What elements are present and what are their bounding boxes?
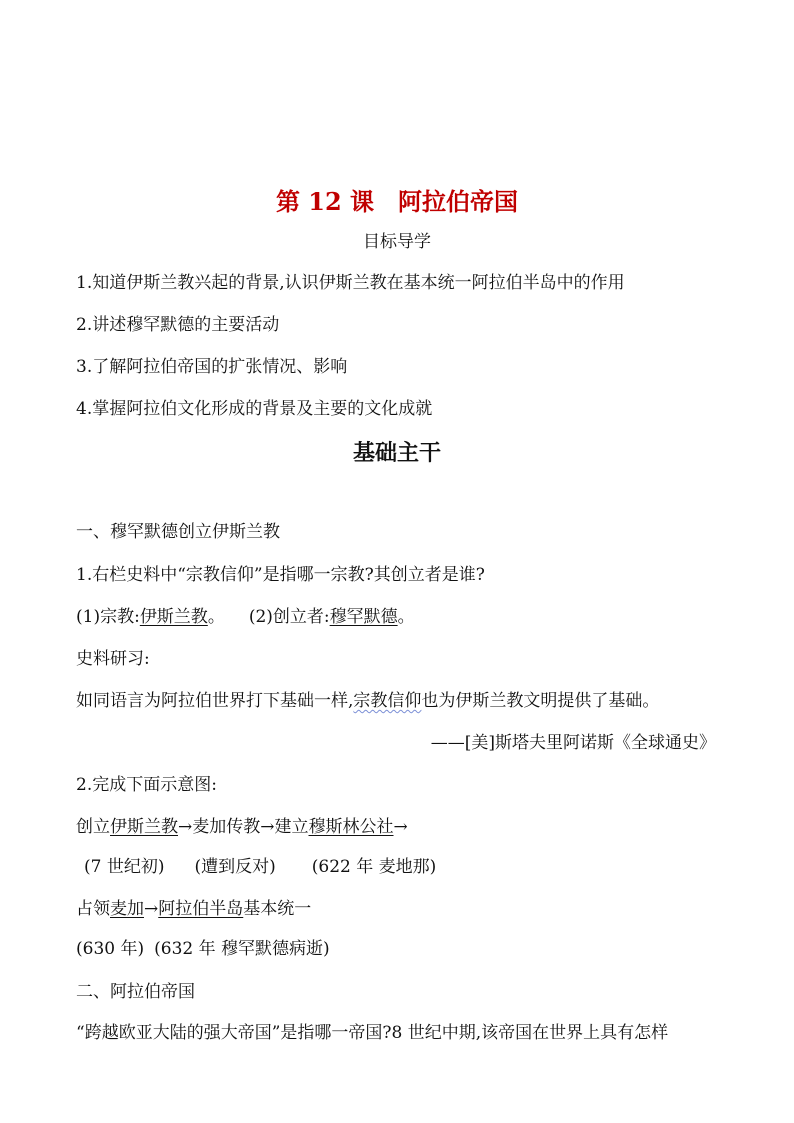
- part2-heading: 二、阿拉伯帝国: [76, 982, 195, 1002]
- flow-step-mecca-preaching: 麦加传教: [192, 817, 261, 837]
- answer-religion-label: (1)宗教:: [76, 607, 140, 627]
- flow-arrow: →: [393, 817, 408, 837]
- flow-note: (7 世纪初): [84, 857, 165, 877]
- source-citation: ——[美]斯塔夫里阿诺斯《全球通史》: [430, 733, 716, 753]
- flow-notes-2: [76, 937, 330, 961]
- subtitle: 目标导学: [363, 232, 431, 252]
- answer-founder-label: (2)创立者:: [248, 607, 330, 627]
- flow-step-arabia: 阿拉伯半岛: [158, 899, 244, 919]
- objective-4: 4.掌握阿拉伯文化形成的背景及主要的文化成就: [76, 399, 433, 419]
- section-title: 基础主干: [352, 440, 441, 466]
- source-quote: 如同语言为阿拉伯世界打下基础一样,宗教信仰也为伊斯兰教文明提供了基础。: [76, 691, 660, 711]
- source-label: 史料研习:: [76, 649, 150, 669]
- objective-3: 3.了解阿拉伯帝国的扩张情况、影响: [76, 357, 348, 377]
- flow-row-1: 创立伊斯兰教→麦加传教→建立穆斯林公社→: [76, 817, 408, 837]
- flow-arrow: →: [178, 817, 193, 837]
- flow-arrow: →: [260, 817, 275, 837]
- objective-1: 1.知道伊斯兰教兴起的背景,认识伊斯兰教在基本统一阿拉伯半岛中的作用: [76, 273, 625, 293]
- flow-note: (630 年): [76, 939, 145, 959]
- question-1: 1.右栏史料中“宗教信仰”是指哪一宗教?其创立者是谁?: [76, 565, 485, 585]
- flow-notes-1: [84, 855, 436, 879]
- flow-step-mecca: 麦加: [110, 899, 144, 919]
- flow-note: (632 年 穆罕默德病逝): [154, 939, 330, 959]
- answer-founder-value: 穆罕默德: [329, 607, 398, 627]
- flow-step-community: 穆斯林公社: [308, 817, 394, 837]
- flow-row-2: 占领麦加→阿拉伯半岛基本统一: [76, 899, 312, 919]
- answer-religion-value: 伊斯兰教: [139, 607, 208, 627]
- flow-note: (622 年 麦地那): [311, 857, 437, 877]
- lesson-name: 阿拉伯帝国: [398, 187, 519, 216]
- flow-arrow: →: [144, 899, 159, 919]
- flow-step-islam: 伊斯兰教: [110, 817, 178, 837]
- answer-1: (1)宗教:伊斯兰教。 (2)创立者:穆罕默德。: [76, 607, 415, 627]
- lesson-number: 第 12 课: [275, 187, 375, 216]
- source-highlight: 宗教信仰: [353, 691, 422, 711]
- flow-note: (遭到反对): [194, 857, 276, 877]
- question-2: 2.完成下面示意图:: [76, 775, 217, 795]
- objective-2: 2.讲述穆罕默德的主要活动: [76, 315, 280, 335]
- part2-question: “跨越欧亚大陆的强大帝国”是指哪一帝国?8 世纪中期,该帝国在世界上具有怎样: [76, 1023, 669, 1043]
- lesson-title: [0, 187, 794, 217]
- part1-heading: 一、穆罕默德创立伊斯兰教: [76, 522, 280, 542]
